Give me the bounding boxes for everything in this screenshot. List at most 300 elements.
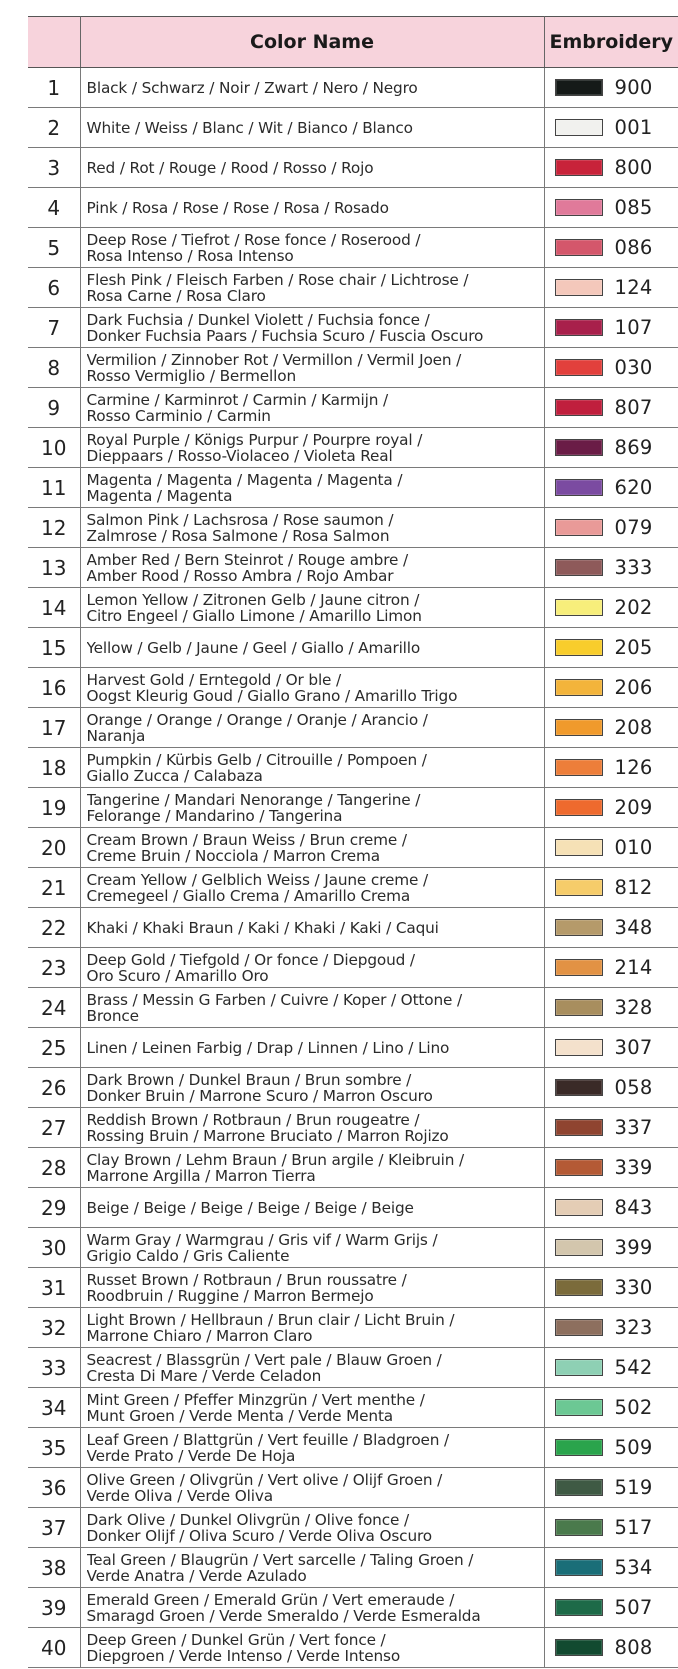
embroidery-code: 330 — [614, 1276, 653, 1299]
row-number: 8 — [28, 348, 80, 388]
color-name-line: Cream Yellow / Gelblich Weiss / Jaune creme / — [86, 871, 428, 888]
color-name-line: Flesh Pink / Fleisch Farben / Rose chair / Lichtrose / — [86, 271, 469, 288]
embroidery-code: 534 — [614, 1556, 653, 1579]
color-chart-sheet — [28, 16, 678, 1668]
row-number: 28 — [28, 1148, 80, 1188]
color-name-line: Warm Gray / Warmgrau / Gris vif / Warm Grijs / — [86, 1231, 438, 1248]
row-number: 21 — [28, 868, 80, 908]
color-name-line: Mint Green / Pfeffer Minzgrün / Vert menthe / — [86, 1391, 425, 1408]
color-name-line: Emerald Green / Emerald Grün / Vert emeraude / — [86, 1591, 455, 1608]
table-row — [28, 788, 678, 828]
table-row — [28, 668, 678, 708]
table-row — [28, 188, 678, 228]
row-number: 30 — [28, 1228, 80, 1268]
color-name-line: Donker Fuchsia Paars / Fuchsia Scuro / Fuscia Oscuro — [86, 327, 484, 344]
row-number: 38 — [28, 1548, 80, 1588]
row-number: 31 — [28, 1268, 80, 1308]
table-row — [28, 348, 678, 388]
table-row — [28, 1428, 678, 1468]
embroidery-cell — [544, 1068, 678, 1108]
color-name-line: Deep Rose / Tiefrot / Rose fonce / Roserood / — [86, 231, 421, 248]
color-name-line: Oro Scuro / Amarillo Oro — [86, 967, 269, 984]
color-swatch — [555, 1599, 603, 1616]
color-name-line: Clay Brown / Lehm Braun / Brun argile / Kleibruin / — [86, 1151, 465, 1168]
color-swatch — [555, 1439, 603, 1456]
color-name-line: Bronce — [86, 1007, 139, 1024]
color-name-line: Rosa Intenso / Rosa Intenso — [86, 247, 294, 264]
color-name-line: Carmine / Karminrot / Carmin / Karmijn / — [86, 391, 388, 408]
color-name-line: Amber Rood / Rosso Ambra / Rojo Ambar — [86, 567, 394, 584]
color-swatch — [555, 799, 603, 816]
embroidery-code: 843 — [614, 1196, 653, 1219]
color-name-cell — [80, 908, 544, 948]
table-row — [28, 588, 678, 628]
color-swatch — [555, 199, 603, 216]
embroidery-cell — [544, 1308, 678, 1348]
row-number: 13 — [28, 548, 80, 588]
embroidery-cell — [544, 988, 678, 1028]
color-swatch — [555, 1639, 603, 1656]
embroidery-cell — [544, 708, 678, 748]
row-number: 12 — [28, 508, 80, 548]
embroidery-column-header: Embroidery — [544, 17, 678, 68]
color-swatch — [555, 1079, 603, 1096]
color-name-line: Citro Engeel / Giallo Limone / Amarillo Limon — [86, 607, 422, 624]
table-row — [28, 1308, 678, 1348]
embroidery-cell — [544, 1348, 678, 1388]
color-name-line: Salmon Pink / Lachsrosa / Rose saumon / — [86, 511, 394, 528]
color-name-line: Orange / Orange / Orange / Oranje / Arancio / — [86, 711, 428, 728]
table-row — [28, 1388, 678, 1428]
table-row — [28, 1148, 678, 1188]
embroidery-cell — [544, 788, 678, 828]
color-swatch — [555, 79, 603, 96]
row-number: 19 — [28, 788, 80, 828]
embroidery-code: 328 — [614, 996, 653, 1019]
embroidery-code: 086 — [614, 236, 653, 259]
color-name-line: Dark Brown / Dunkel Braun / Brun sombre / — [86, 1071, 412, 1088]
table-row — [28, 908, 678, 948]
color-name-line: Verde Anatra / Verde Azulado — [86, 1567, 307, 1584]
color-name-line: Donker Bruin / Marrone Scuro / Marron Oscuro — [86, 1087, 433, 1104]
color-swatch — [555, 1239, 603, 1256]
embroidery-cell — [544, 1428, 678, 1468]
color-name-cell — [80, 1508, 544, 1548]
color-name-line: Russet Brown / Rotbraun / Brun roussatre / — [86, 1271, 407, 1288]
row-number: 14 — [28, 588, 80, 628]
color-name-cell — [80, 1348, 544, 1388]
row-number: 9 — [28, 388, 80, 428]
color-name-cell — [80, 348, 544, 388]
color-swatch — [555, 399, 603, 416]
table-row — [28, 1188, 678, 1228]
color-swatch — [555, 1199, 603, 1216]
color-name-line: Dark Olive / Dunkel Olivgrün / Olive fonce / — [86, 1511, 409, 1528]
embroidery-code: 812 — [614, 876, 653, 899]
color-name-cell — [80, 708, 544, 748]
embroidery-cell — [544, 68, 678, 108]
embroidery-code: 507 — [614, 1596, 653, 1619]
color-name-line: Verde Oliva / Verde Oliva — [86, 1487, 273, 1504]
color-swatch — [555, 359, 603, 376]
color-swatch — [555, 1479, 603, 1496]
embroidery-code: 399 — [614, 1236, 653, 1259]
embroidery-code: 502 — [614, 1396, 653, 1419]
embroidery-cell — [544, 428, 678, 468]
embroidery-cell — [544, 228, 678, 268]
color-swatch — [555, 639, 603, 656]
color-name-line: Naranja — [86, 727, 146, 744]
table-row — [28, 948, 678, 988]
row-number: 6 — [28, 268, 80, 308]
row-number: 40 — [28, 1628, 80, 1668]
color-name-line: Rosso Vermiglio / Bermellon — [86, 367, 297, 384]
color-name-line: Teal Green / Blaugrün / Vert sarcelle / Taling Groen / — [86, 1551, 474, 1568]
embroidery-code: 519 — [614, 1476, 653, 1499]
color-name-line: Seacrest / Blassgrün / Vert pale / Blauw Groen / — [86, 1351, 442, 1368]
embroidery-cell — [544, 268, 678, 308]
row-number: 5 — [28, 228, 80, 268]
embroidery-cell — [544, 108, 678, 148]
table-row — [28, 1068, 678, 1108]
embroidery-cell — [544, 1108, 678, 1148]
color-name-line: Rosso Carminio / Carmin — [86, 407, 271, 424]
color-name-cell — [80, 1148, 544, 1188]
table-row — [28, 428, 678, 468]
color-name-cell — [80, 628, 544, 668]
color-name-cell — [80, 108, 544, 148]
table-row — [28, 308, 678, 348]
row-number: 26 — [28, 1068, 80, 1108]
embroidery-cell — [544, 1388, 678, 1428]
embroidery-cell — [544, 908, 678, 948]
table-row — [28, 828, 678, 868]
color-swatch — [555, 1399, 603, 1416]
color-name-line: Cresta Di Mare / Verde Celadon — [86, 1367, 322, 1384]
embroidery-code: 620 — [614, 476, 653, 499]
embroidery-code: 339 — [614, 1156, 653, 1179]
embroidery-code: 807 — [614, 396, 653, 419]
color-swatch — [555, 519, 603, 536]
color-swatch — [555, 599, 603, 616]
row-number: 18 — [28, 748, 80, 788]
embroidery-cell — [544, 348, 678, 388]
embroidery-code: 107 — [614, 316, 653, 339]
row-number: 37 — [28, 1508, 80, 1548]
color-name-line: Magenta / Magenta — [86, 487, 233, 504]
color-name-line: Dark Fuchsia / Dunkel Violett / Fuchsia fonce / — [86, 311, 430, 328]
color-name-column-header: Color Name — [80, 17, 544, 68]
color-name-cell — [80, 1588, 544, 1628]
table-row — [28, 868, 678, 908]
embroidery-code: 542 — [614, 1356, 653, 1379]
table-row — [28, 1348, 678, 1388]
row-number: 10 — [28, 428, 80, 468]
table-row — [28, 628, 678, 668]
table-row — [28, 748, 678, 788]
embroidery-code: 214 — [614, 956, 653, 979]
embroidery-cell — [544, 748, 678, 788]
color-name-line: Olive Green / Olivgrün / Vert olive / Olijf Groen / — [86, 1471, 443, 1488]
number-column-header — [28, 17, 80, 68]
color-name-text: Linen / Leinen Farbig / Drap / Linnen / Lino / Lino — [86, 1039, 450, 1056]
color-name-cell — [80, 468, 544, 508]
embroidery-cell — [544, 1188, 678, 1228]
color-name-line: Smaragd Groen / Verde Smeraldo / Verde Esmeralda — [86, 1607, 481, 1624]
embroidery-cell — [544, 1548, 678, 1588]
embroidery-cell — [544, 1588, 678, 1628]
row-number: 7 — [28, 308, 80, 348]
color-name-text: Khaki / Khaki Braun / Kaki / Khaki / Kaki / Caqui — [86, 919, 439, 936]
color-name-cell — [80, 1028, 544, 1068]
color-swatch — [555, 1559, 603, 1576]
color-name-line: Reddish Brown / Rotbraun / Brun rougeatre / — [86, 1111, 420, 1128]
table-row — [28, 1588, 678, 1628]
embroidery-code: 085 — [614, 196, 653, 219]
table-row — [28, 1508, 678, 1548]
embroidery-cell — [544, 1268, 678, 1308]
row-number: 27 — [28, 1108, 80, 1148]
color-name-line: Magenta / Magenta / Magenta / Magenta / — [86, 471, 403, 488]
color-swatch — [555, 959, 603, 976]
color-swatch — [555, 1319, 603, 1336]
embroidery-code: 333 — [614, 556, 653, 579]
embroidery-cell — [544, 188, 678, 228]
color-name-line: Light Brown / Hellbraun / Brun clair / Licht Bruin / — [86, 1311, 455, 1328]
color-name-line: Royal Purple / Königs Purpur / Pourpre royal / — [86, 431, 423, 448]
embroidery-code: 202 — [614, 596, 653, 619]
color-name-line: Harvest Gold / Erntegold / Or ble / — [86, 671, 342, 688]
color-name-cell — [80, 588, 544, 628]
color-name-line: Tangerine / Mandari Nenorange / Tangerine / — [86, 791, 421, 808]
embroidery-code: 206 — [614, 676, 653, 699]
table-row — [28, 468, 678, 508]
color-name-line: Diepgroen / Verde Intenso / Verde Intenso — [86, 1647, 401, 1664]
embroidery-code: 001 — [614, 116, 653, 139]
color-swatch — [555, 1039, 603, 1056]
embroidery-code: 900 — [614, 76, 653, 99]
table-row — [28, 548, 678, 588]
embroidery-code: 509 — [614, 1436, 653, 1459]
embroidery-code: 126 — [614, 756, 653, 779]
color-swatch — [555, 919, 603, 936]
color-name-line: Brass / Messin G Farben / Cuivre / Koper / Ottone / — [86, 991, 463, 1008]
color-name-line: Pumpkin / Kürbis Gelb / Citrouille / Pompoen / — [86, 751, 427, 768]
embroidery-cell — [544, 468, 678, 508]
table-row — [28, 988, 678, 1028]
color-name-text: White / Weiss / Blanc / Wit / Bianco / Blanco — [86, 119, 413, 136]
embroidery-cell — [544, 1148, 678, 1188]
row-number: 22 — [28, 908, 80, 948]
embroidery-code: 124 — [614, 276, 653, 299]
color-swatch — [555, 719, 603, 736]
color-name-cell — [80, 1628, 544, 1668]
row-number: 16 — [28, 668, 80, 708]
color-name-line: Deep Green / Dunkel Grün / Vert fonce / — [86, 1631, 386, 1648]
embroidery-code: 337 — [614, 1116, 653, 1139]
row-number: 29 — [28, 1188, 80, 1228]
table-row — [28, 508, 678, 548]
table-row — [28, 268, 678, 308]
embroidery-code: 058 — [614, 1076, 653, 1099]
embroidery-cell — [544, 628, 678, 668]
color-name-line: Marrone Argilla / Marron Tierra — [86, 1167, 316, 1184]
color-name-cell — [80, 308, 544, 348]
color-name-text: Pink / Rosa / Rose / Rose / Rosa / Rosado — [86, 199, 389, 216]
color-swatch — [555, 559, 603, 576]
color-table — [28, 16, 678, 1668]
color-name-text: Black / Schwarz / Noir / Zwart / Nero / Negro — [86, 79, 418, 96]
color-name-cell — [80, 788, 544, 828]
row-number: 1 — [28, 68, 80, 108]
color-name-cell — [80, 428, 544, 468]
color-name-cell — [80, 748, 544, 788]
color-name-line: Giallo Zucca / Calabaza — [86, 767, 263, 784]
table-row — [28, 1028, 678, 1068]
color-name-cell — [80, 868, 544, 908]
color-name-cell — [80, 828, 544, 868]
embroidery-cell — [544, 588, 678, 628]
color-name-line: Rossing Bruin / Marrone Bruciato / Marron Rojizo — [86, 1127, 449, 1144]
color-name-cell — [80, 1308, 544, 1348]
color-name-cell — [80, 188, 544, 228]
color-name-line: Amber Red / Bern Steinrot / Rouge ambre / — [86, 551, 409, 568]
color-swatch — [555, 839, 603, 856]
table-row — [28, 1268, 678, 1308]
embroidery-code: 079 — [614, 516, 653, 539]
color-name-cell — [80, 1228, 544, 1268]
color-name-line: Cream Brown / Braun Weiss / Brun creme / — [86, 831, 407, 848]
color-swatch — [555, 1359, 603, 1376]
embroidery-cell — [544, 868, 678, 908]
row-number: 17 — [28, 708, 80, 748]
row-number: 33 — [28, 1348, 80, 1388]
embroidery-code: 869 — [614, 436, 653, 459]
color-name-text: Beige / Beige / Beige / Beige / Beige / Beige — [86, 1199, 414, 1216]
row-number: 2 — [28, 108, 80, 148]
table-row — [28, 1628, 678, 1668]
color-name-line: Munt Groen / Verde Menta / Verde Menta — [86, 1407, 394, 1424]
embroidery-cell — [544, 1508, 678, 1548]
table-header-row — [28, 17, 678, 68]
table-row — [28, 228, 678, 268]
color-name-line: Creme Bruin / Nocciola / Marron Crema — [86, 847, 380, 864]
color-name-cell — [80, 228, 544, 268]
color-swatch — [555, 439, 603, 456]
color-name-line: Vermilion / Zinnober Rot / Vermillon / Vermil Joen / — [86, 351, 462, 368]
embroidery-code: 808 — [614, 1636, 653, 1659]
color-name-cell — [80, 268, 544, 308]
color-name-cell — [80, 1268, 544, 1308]
color-name-cell — [80, 388, 544, 428]
embroidery-cell — [544, 548, 678, 588]
color-swatch — [555, 1279, 603, 1296]
color-swatch — [555, 1519, 603, 1536]
embroidery-cell — [544, 508, 678, 548]
table-row — [28, 1468, 678, 1508]
row-number: 15 — [28, 628, 80, 668]
color-name-cell — [80, 1108, 544, 1148]
row-number: 4 — [28, 188, 80, 228]
embroidery-code: 348 — [614, 916, 653, 939]
color-name-cell — [80, 948, 544, 988]
embroidery-cell — [544, 1628, 678, 1668]
row-number: 24 — [28, 988, 80, 1028]
color-name-cell — [80, 148, 544, 188]
color-name-line: Lemon Yellow / Zitronen Gelb / Jaune citron / — [86, 591, 420, 608]
color-name-cell — [80, 1068, 544, 1108]
color-name-line: Roodbruin / Ruggine / Marron Bermejo — [86, 1287, 374, 1304]
embroidery-cell — [544, 1228, 678, 1268]
row-number: 11 — [28, 468, 80, 508]
color-name-text: Yellow / Gelb / Jaune / Geel / Giallo / Amarillo — [86, 639, 421, 656]
embroidery-code: 800 — [614, 156, 653, 179]
color-name-cell — [80, 668, 544, 708]
color-name-cell — [80, 68, 544, 108]
embroidery-code: 208 — [614, 716, 653, 739]
embroidery-cell — [544, 668, 678, 708]
color-name-text: Red / Rot / Rouge / Rood / Rosso / Rojo — [86, 159, 374, 176]
row-number: 34 — [28, 1388, 80, 1428]
color-name-line: Rosa Carne / Rosa Claro — [86, 287, 266, 304]
embroidery-cell — [544, 828, 678, 868]
embroidery-code: 517 — [614, 1516, 653, 1539]
embroidery-code: 205 — [614, 636, 653, 659]
color-swatch — [555, 479, 603, 496]
color-name-line: Leaf Green / Blattgrün / Vert feuille / Bladgroen / — [86, 1431, 450, 1448]
color-name-cell — [80, 1548, 544, 1588]
row-number: 36 — [28, 1468, 80, 1508]
color-name-cell — [80, 1188, 544, 1228]
color-swatch — [555, 239, 603, 256]
table-row — [28, 1108, 678, 1148]
color-swatch — [555, 159, 603, 176]
color-name-line: Zalmrose / Rosa Salmone / Rosa Salmon — [86, 527, 390, 544]
color-name-line: Grigio Caldo / Gris Caliente — [86, 1247, 290, 1264]
color-name-line: Deep Gold / Tiefgold / Or fonce / Diepgoud / — [86, 951, 415, 968]
table-row — [28, 68, 678, 108]
color-name-line: Marrone Chiaro / Marron Claro — [86, 1327, 313, 1344]
color-swatch — [555, 999, 603, 1016]
row-number: 32 — [28, 1308, 80, 1348]
row-number: 35 — [28, 1428, 80, 1468]
color-name-line: Oogst Kleurig Goud / Giallo Grano / Amarillo Trigo — [86, 687, 458, 704]
row-number: 23 — [28, 948, 80, 988]
color-swatch — [555, 1119, 603, 1136]
color-swatch — [555, 679, 603, 696]
color-name-cell — [80, 548, 544, 588]
embroidery-cell — [544, 388, 678, 428]
color-swatch — [555, 759, 603, 776]
color-name-line: Verde Prato / Verde De Hoja — [86, 1447, 296, 1464]
table-row — [28, 708, 678, 748]
color-swatch — [555, 119, 603, 136]
color-name-cell — [80, 508, 544, 548]
table-row — [28, 148, 678, 188]
embroidery-code: 307 — [614, 1036, 653, 1059]
row-number: 39 — [28, 1588, 80, 1628]
embroidery-cell — [544, 1028, 678, 1068]
color-name-cell — [80, 1468, 544, 1508]
embroidery-code: 030 — [614, 356, 653, 379]
color-name-line: Cremegeel / Giallo Crema / Amarillo Crema — [86, 887, 411, 904]
embroidery-cell — [544, 148, 678, 188]
embroidery-code: 010 — [614, 836, 653, 859]
row-number: 3 — [28, 148, 80, 188]
embroidery-cell — [544, 1468, 678, 1508]
color-name-cell — [80, 1428, 544, 1468]
embroidery-code: 209 — [614, 796, 653, 819]
